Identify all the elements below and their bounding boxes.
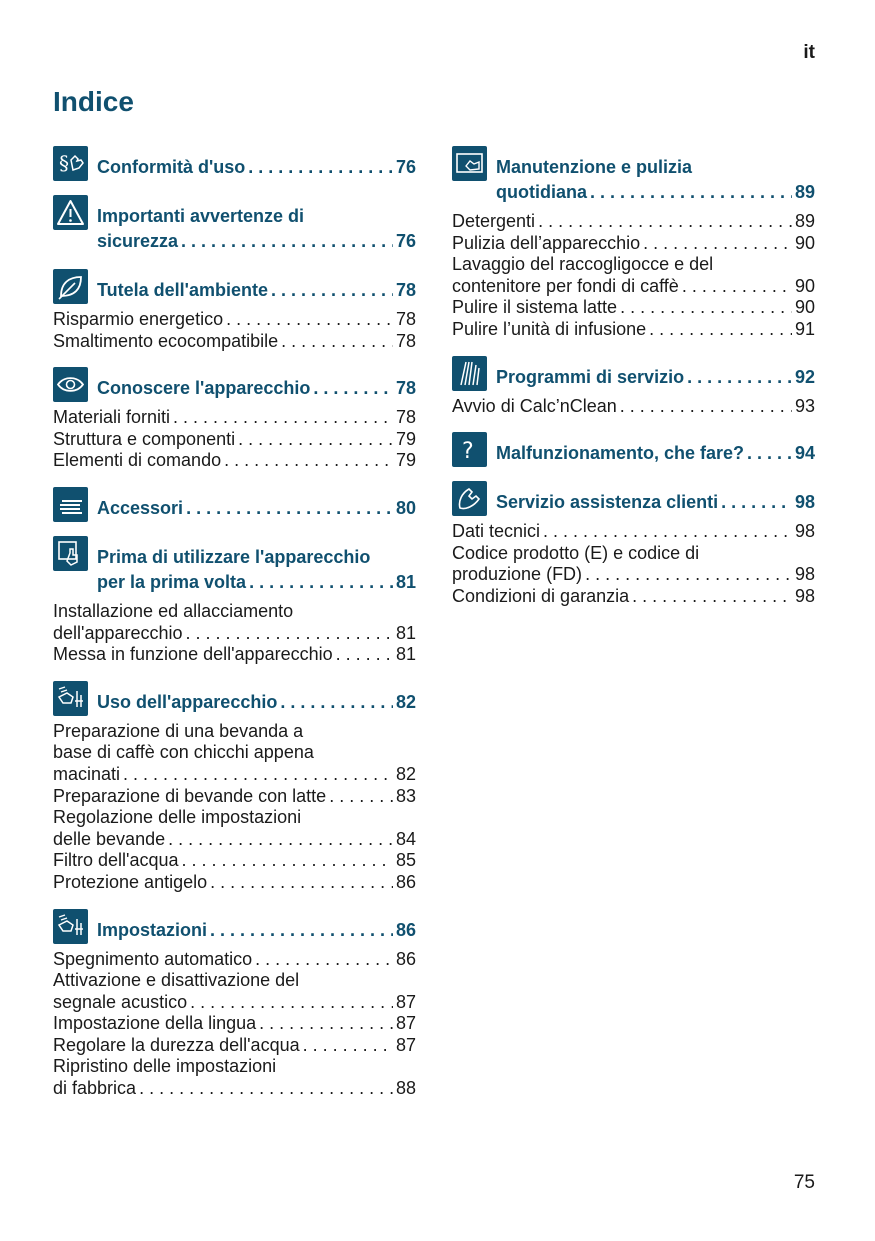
heading-page: 94 bbox=[794, 443, 815, 464]
entry-page: 79 bbox=[395, 428, 416, 449]
section-heading[interactable] bbox=[452, 478, 815, 515]
heading-page: 81 bbox=[395, 571, 416, 592]
toc-column-right bbox=[452, 143, 815, 620]
section-heading-text bbox=[97, 678, 416, 715]
dot-leader bbox=[329, 786, 393, 808]
toc-entry-list bbox=[452, 396, 815, 418]
dot-leader bbox=[255, 949, 393, 971]
heading-page: 89 bbox=[794, 182, 815, 202]
entry-line: Attivazione e disattivazione del bbox=[53, 970, 300, 991]
toc-section bbox=[53, 533, 416, 666]
toc-section bbox=[452, 353, 815, 418]
toc-entry[interactable] bbox=[452, 233, 815, 255]
cleaning-hand-icon bbox=[452, 146, 487, 181]
dot-leader bbox=[682, 276, 792, 298]
entry-text: contenitore per fondi di caffè bbox=[452, 275, 679, 296]
toc-entry[interactable] bbox=[452, 586, 815, 608]
entry-line: base di caffè con chicchi appena bbox=[53, 742, 314, 763]
dot-leader bbox=[747, 441, 792, 466]
entry-page: 91 bbox=[794, 318, 815, 339]
toc-entry[interactable] bbox=[53, 1035, 416, 1057]
entry-text: Struttura e componenti bbox=[53, 428, 236, 449]
entry-row bbox=[53, 331, 416, 353]
language-label: it bbox=[803, 42, 815, 63]
entry-page: 87 bbox=[395, 1034, 416, 1055]
page-number: 75 bbox=[793, 1172, 815, 1193]
heading-page: 80 bbox=[395, 497, 416, 518]
toc-section bbox=[53, 266, 416, 352]
heading-page: 78 bbox=[395, 378, 416, 399]
section-heading[interactable] bbox=[53, 533, 416, 595]
entry-text: Detergenti bbox=[452, 211, 536, 231]
toc-entry[interactable] bbox=[53, 970, 416, 1013]
heading-row bbox=[496, 441, 815, 466]
heading-text: Conoscere l'apparecchio bbox=[97, 378, 311, 399]
entry-page: 81 bbox=[395, 644, 416, 665]
heading-text: Tutela dell'ambiente bbox=[97, 280, 268, 300]
entry-page: 79 bbox=[395, 450, 416, 471]
warning-triangle-icon bbox=[53, 195, 88, 230]
heading-page: 82 bbox=[395, 691, 416, 712]
dot-leader bbox=[303, 1035, 393, 1057]
dot-leader bbox=[249, 570, 393, 595]
entry-row bbox=[53, 786, 416, 808]
first-use-hand-icon bbox=[53, 536, 88, 571]
toc-entry[interactable] bbox=[53, 1013, 416, 1035]
toc-entry[interactable] bbox=[53, 644, 416, 666]
entry-page: 78 bbox=[395, 309, 416, 329]
dot-leader bbox=[226, 309, 393, 331]
toc-entry-list bbox=[53, 949, 416, 1100]
toc-entry[interactable] bbox=[53, 429, 416, 451]
heading-line: Importanti avvertenze di bbox=[97, 206, 305, 226]
toc-entry[interactable] bbox=[53, 807, 416, 850]
svg-text:?: ? bbox=[462, 439, 474, 465]
section-heading-text bbox=[97, 364, 416, 401]
toc-entry-list bbox=[452, 211, 815, 341]
dot-leader bbox=[281, 331, 393, 353]
toc-entry[interactable] bbox=[53, 949, 416, 971]
entry-text: Spegnimento automatico bbox=[53, 948, 253, 969]
heading-text: Accessori bbox=[97, 497, 184, 518]
toc-entry[interactable] bbox=[53, 786, 416, 808]
heading-row bbox=[97, 376, 416, 401]
heading-page: 78 bbox=[395, 280, 416, 300]
entry-text: Pulire il sistema latte bbox=[452, 297, 618, 318]
dot-leader bbox=[168, 829, 393, 851]
dot-leader bbox=[259, 1013, 393, 1035]
section-heading[interactable] bbox=[53, 266, 416, 303]
toc-column-left bbox=[53, 143, 416, 1112]
heading-text: Uso dell'apparecchio bbox=[97, 691, 278, 712]
dot-leader bbox=[620, 297, 792, 319]
dot-leader bbox=[538, 211, 792, 233]
heading-text: Malfunzionamento, che fare? bbox=[496, 443, 745, 464]
entry-row bbox=[53, 1013, 416, 1035]
entry-text: delle bevande bbox=[53, 828, 166, 849]
toc-entry[interactable] bbox=[452, 543, 815, 586]
heading-text: Programmi di servizio bbox=[496, 366, 685, 387]
dot-leader bbox=[123, 764, 393, 786]
leaf-icon bbox=[53, 269, 88, 304]
heading-row bbox=[496, 490, 815, 515]
entry-text: Smaltimento ecocompatibile bbox=[53, 330, 279, 351]
entry-text: Regolare la durezza dell'acqua bbox=[53, 1034, 300, 1055]
heading-row bbox=[97, 229, 416, 254]
toc-entry-list bbox=[452, 521, 815, 607]
entry-page: 83 bbox=[395, 785, 416, 806]
question-mark-icon bbox=[452, 432, 487, 467]
entry-text: Filtro dell'acqua bbox=[53, 850, 179, 871]
hand-operation-icon bbox=[53, 681, 88, 716]
heading-row bbox=[97, 155, 416, 180]
dot-leader bbox=[620, 396, 792, 418]
toc-entry[interactable] bbox=[452, 521, 815, 543]
law-paragraph-icon bbox=[53, 146, 88, 181]
entry-text: Protezione antigelo bbox=[53, 871, 208, 892]
entry-row bbox=[452, 396, 815, 418]
entry-page: 84 bbox=[395, 828, 416, 849]
section-heading[interactable] bbox=[452, 143, 815, 205]
section-heading[interactable] bbox=[53, 484, 416, 521]
entry-page: 78 bbox=[395, 330, 416, 351]
section-heading[interactable] bbox=[452, 429, 815, 466]
heading-text: Servizio assistenza clienti bbox=[496, 492, 719, 513]
entry-row bbox=[452, 211, 815, 233]
dot-leader bbox=[632, 586, 792, 608]
eye-icon bbox=[53, 367, 88, 402]
entry-row bbox=[452, 319, 815, 341]
entry-text: Messa in funzione dell'apparecchio bbox=[53, 644, 333, 665]
entry-text: Pulizia dell’apparecchio bbox=[452, 232, 641, 253]
service-program-icon bbox=[452, 356, 487, 391]
entry-text: di fabbrica bbox=[53, 1078, 137, 1099]
section-heading-text bbox=[97, 192, 416, 254]
section-heading[interactable] bbox=[53, 143, 416, 180]
svg-text:§: § bbox=[59, 151, 69, 175]
entry-row bbox=[53, 872, 416, 894]
toc-entry[interactable] bbox=[452, 211, 815, 233]
heading-page: 76 bbox=[395, 157, 416, 177]
section-heading[interactable] bbox=[53, 192, 416, 254]
section-heading[interactable] bbox=[452, 353, 815, 390]
entry-row bbox=[53, 850, 416, 872]
entry-row bbox=[452, 297, 815, 319]
dot-leader bbox=[210, 872, 393, 894]
entry-text: Materiali forniti bbox=[53, 407, 171, 428]
toc-section bbox=[53, 484, 416, 521]
toc-section bbox=[53, 143, 416, 180]
heading-row bbox=[97, 278, 416, 303]
dot-leader bbox=[643, 233, 792, 255]
entry-page: 89 bbox=[794, 211, 815, 231]
entry-text: Pulire l’unità di infusione bbox=[452, 318, 647, 339]
dot-leader bbox=[649, 319, 792, 341]
dot-leader bbox=[721, 490, 792, 515]
toc-entry[interactable] bbox=[452, 297, 815, 319]
entry-row bbox=[53, 407, 416, 429]
toc-section bbox=[452, 478, 815, 607]
section-heading-text bbox=[496, 429, 815, 466]
entry-text: dell'apparecchio bbox=[53, 622, 183, 643]
heading-text: Impostazioni bbox=[97, 919, 208, 940]
section-heading[interactable] bbox=[53, 678, 416, 715]
entry-page: 87 bbox=[395, 991, 416, 1012]
dot-leader bbox=[190, 992, 393, 1014]
section-heading-text bbox=[97, 906, 416, 943]
entry-page: 88 bbox=[395, 1078, 416, 1099]
toc-entry[interactable] bbox=[53, 407, 416, 429]
heading-page: 92 bbox=[794, 366, 815, 387]
section-heading[interactable] bbox=[53, 906, 416, 943]
toc-section bbox=[452, 429, 815, 466]
entry-row bbox=[452, 564, 815, 586]
entry-page: 82 bbox=[395, 763, 416, 784]
entry-text: Risparmio energetico bbox=[53, 309, 224, 329]
dot-leader bbox=[543, 521, 792, 543]
entry-text: macinati bbox=[53, 763, 121, 784]
entry-row bbox=[53, 309, 416, 331]
section-heading-text bbox=[97, 484, 416, 521]
entry-row bbox=[53, 1035, 416, 1057]
entry-line: Installazione ed allacciamento bbox=[53, 600, 294, 621]
entry-text: Elementi di comando bbox=[53, 450, 222, 471]
heading-row bbox=[97, 570, 416, 595]
phone-icon bbox=[452, 481, 487, 516]
toc-entry[interactable] bbox=[53, 850, 416, 872]
toc-section bbox=[53, 906, 416, 1100]
section-heading-text bbox=[496, 143, 815, 205]
entry-row bbox=[452, 233, 815, 255]
entry-page: 90 bbox=[794, 232, 815, 253]
entry-page: 90 bbox=[794, 297, 815, 318]
entry-text: Condizioni di garanzia bbox=[452, 585, 630, 606]
toc-entry[interactable] bbox=[53, 450, 416, 472]
entry-page: 87 bbox=[395, 1013, 416, 1034]
entry-row bbox=[452, 521, 815, 543]
entry-line: Regolazione delle impostazioni bbox=[53, 807, 302, 828]
toc-entry[interactable] bbox=[53, 721, 416, 786]
heading-page: 98 bbox=[794, 492, 815, 513]
heading-line: Manutenzione e pulizia bbox=[496, 157, 693, 177]
entry-page: 86 bbox=[395, 948, 416, 969]
toc-section bbox=[452, 143, 815, 341]
dot-leader bbox=[336, 644, 393, 666]
dot-leader bbox=[313, 376, 393, 401]
entry-page: 90 bbox=[794, 275, 815, 296]
toc-entry[interactable] bbox=[53, 872, 416, 894]
entry-line: Lavaggio del raccogligocce e del bbox=[452, 254, 714, 275]
entry-text: Avvio di Calc’nClean bbox=[452, 395, 617, 416]
toc-entry[interactable] bbox=[452, 319, 815, 341]
dot-leader bbox=[248, 155, 393, 180]
entry-row bbox=[53, 949, 416, 971]
dot-leader bbox=[590, 180, 792, 205]
toc-entry-list bbox=[53, 721, 416, 894]
dot-leader bbox=[585, 564, 792, 586]
entry-text: produzione (FD) bbox=[452, 564, 583, 585]
dot-leader bbox=[181, 229, 393, 254]
toc-entry-list bbox=[53, 309, 416, 352]
toc-entry[interactable] bbox=[452, 396, 815, 418]
heading-page: 86 bbox=[395, 919, 416, 940]
entry-row bbox=[452, 586, 815, 608]
entry-text: Impostazione della lingua bbox=[53, 1013, 257, 1034]
toc-section bbox=[53, 364, 416, 472]
toc-entry[interactable] bbox=[53, 331, 416, 353]
heading-text: per la prima volta bbox=[97, 571, 247, 592]
dot-leader bbox=[238, 429, 393, 451]
dot-leader bbox=[271, 278, 393, 303]
dot-leader bbox=[186, 496, 393, 521]
dot-leader bbox=[280, 690, 393, 715]
heading-row bbox=[97, 690, 416, 715]
heading-line: Prima di utilizzare l'apparecchio bbox=[97, 546, 371, 567]
toc-entry[interactable] bbox=[53, 309, 416, 331]
entry-page: 86 bbox=[395, 871, 416, 892]
page-title: Indice bbox=[53, 86, 134, 117]
toc-entry[interactable] bbox=[452, 254, 815, 297]
toc-section bbox=[53, 678, 416, 894]
section-heading-text bbox=[496, 478, 815, 515]
entry-row bbox=[53, 429, 416, 451]
dot-leader bbox=[186, 623, 393, 645]
entry-text: segnale acustico bbox=[53, 991, 188, 1012]
entry-text: Preparazione di bevande con latte bbox=[53, 785, 327, 806]
section-heading[interactable] bbox=[53, 364, 416, 401]
dot-leader bbox=[139, 1078, 393, 1100]
dot-leader bbox=[224, 450, 393, 472]
entry-page: 85 bbox=[395, 850, 416, 871]
toc-entry[interactable] bbox=[53, 601, 416, 644]
entry-page: 98 bbox=[794, 564, 815, 585]
entry-row bbox=[452, 276, 815, 298]
heading-row bbox=[97, 918, 416, 943]
heading-page: 76 bbox=[395, 231, 416, 251]
dot-leader bbox=[173, 407, 393, 429]
entry-row bbox=[53, 992, 416, 1014]
heading-row bbox=[496, 365, 815, 390]
entry-page: 93 bbox=[794, 395, 815, 416]
heading-text: quotidiana bbox=[496, 182, 587, 202]
dot-leader bbox=[210, 918, 393, 943]
section-heading-text bbox=[97, 266, 416, 303]
entry-row bbox=[53, 644, 416, 666]
entry-line: Preparazione di una bevanda a bbox=[53, 720, 304, 741]
entry-line: Codice prodotto (E) e codice di bbox=[452, 542, 700, 563]
toc-section bbox=[53, 192, 416, 254]
accessories-stack-icon bbox=[53, 487, 88, 522]
entry-row bbox=[53, 1078, 416, 1100]
dot-leader bbox=[182, 850, 393, 872]
section-heading-text bbox=[97, 533, 416, 595]
section-heading-text bbox=[97, 143, 416, 180]
toc-entry-list bbox=[53, 601, 416, 666]
entry-page: 78 bbox=[395, 407, 416, 428]
entry-row bbox=[53, 829, 416, 851]
entry-page: 81 bbox=[395, 622, 416, 643]
toc-entry[interactable] bbox=[53, 1056, 416, 1099]
entry-page: 98 bbox=[794, 521, 815, 542]
heading-text: sicurezza bbox=[97, 231, 179, 251]
section-heading-text bbox=[496, 353, 815, 390]
heading-row bbox=[496, 180, 815, 205]
entry-text: Dati tecnici bbox=[452, 521, 541, 542]
entry-row bbox=[53, 764, 416, 786]
heading-row bbox=[97, 496, 416, 521]
entry-page: 98 bbox=[794, 585, 815, 606]
entry-line: Ripristino delle impostazioni bbox=[53, 1056, 277, 1077]
entry-row bbox=[53, 450, 416, 472]
hand-settings-icon bbox=[53, 909, 88, 944]
entry-row bbox=[53, 623, 416, 645]
toc-entry-list bbox=[53, 407, 416, 472]
heading-text: Conformità d'uso bbox=[97, 157, 246, 177]
dot-leader bbox=[687, 365, 792, 390]
